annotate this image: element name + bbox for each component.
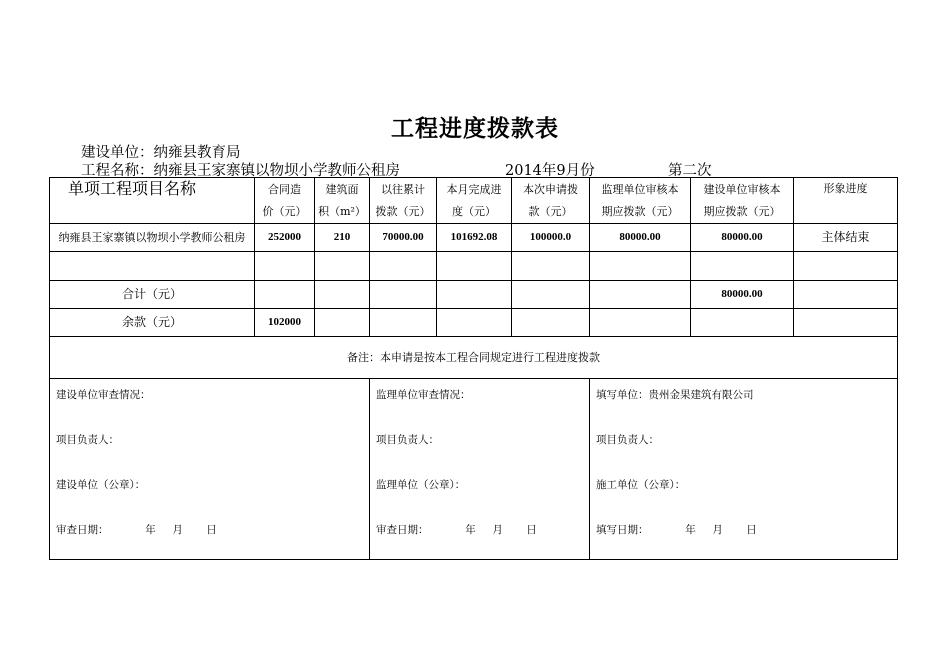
total-owner-approved: 80000.00 <box>691 281 794 309</box>
owner-seal-label: 建设单位（公章）： <box>56 479 146 491</box>
owner-signature-block <box>50 379 370 560</box>
supervisor-seal-label: 监理单位（公章）： <box>376 479 466 491</box>
header-image-progress: 形象进度 <box>794 178 898 224</box>
row-current-request: 100000.0 <box>512 224 590 252</box>
row-image-progress: 主体结束 <box>794 224 898 252</box>
contractor-date-label: 填写日期： 年 月 日 <box>596 524 757 536</box>
month-label: 2014年9月份 <box>505 163 595 179</box>
builder-line: 建设单位：纳雍县教育局 <box>81 145 241 161</box>
owner-review-label: 建设单位审查情况： <box>56 389 151 401</box>
row-area: 210 <box>315 224 370 252</box>
contractor-seal-label: 施工单位（公章）： <box>596 479 686 491</box>
row-supervisor-approved: 80000.00 <box>590 224 691 252</box>
header-prev-total: 以往累计 拨款（元） <box>370 178 437 224</box>
row-name: 纳雍县王家寨镇以物坝小学教师公租房 <box>50 224 255 252</box>
note-row <box>50 337 898 379</box>
header-row <box>50 178 898 224</box>
owner-date-label: 审查日期： 年 月 日 <box>56 524 217 536</box>
note-text: 备注：本申请是按本工程合同规定进行工程进度拨款 <box>50 337 898 379</box>
supervisor-review-label: 监理单位审查情况： <box>376 389 471 401</box>
supervisor-signature-block <box>370 379 590 560</box>
header-item-name: 单项工程项目名称 <box>50 178 255 224</box>
header-owner-approved: 建设单位审核本 期应拨款（元） <box>691 178 794 224</box>
row-owner-approved: 80000.00 <box>691 224 794 252</box>
header-current-request: 本次申请拨 款（元） <box>512 178 590 224</box>
signature-row <box>50 379 898 560</box>
header-contract-price: 合同造 价（元） <box>255 178 315 224</box>
empty-row <box>50 252 898 281</box>
row-month-progress: 101692.08 <box>437 224 512 252</box>
balance-value: 102000 <box>255 309 315 337</box>
progress-payment-table <box>49 177 898 560</box>
project-line: 工程名称：纳雍县王家寨镇以物坝小学教师公租房 <box>81 163 400 179</box>
total-label: 合计（元） <box>50 281 255 309</box>
row-prev-total: 70000.00 <box>370 224 437 252</box>
header-area: 建筑面 积（m²） <box>315 178 370 224</box>
balance-row <box>50 309 898 337</box>
header-month-progress: 本月完成进 度（元） <box>437 178 512 224</box>
contractor-manager-label: 项目负责人： <box>596 434 659 446</box>
total-row <box>50 281 898 309</box>
balance-label: 余款（元） <box>50 309 255 337</box>
sequence-label: 第二次 <box>668 163 712 179</box>
owner-manager-label: 项目负责人： <box>56 434 119 446</box>
contractor-review-label: 填写单位：贵州金果建筑有限公司 <box>596 389 754 401</box>
supervisor-manager-label: 项目负责人： <box>376 434 439 446</box>
contractor-signature-block <box>590 379 898 560</box>
row-contract-price: 252000 <box>255 224 315 252</box>
document-title: 工程进度拨款表 <box>391 116 559 142</box>
supervisor-date-label: 审查日期： 年 月 日 <box>376 524 537 536</box>
table-row <box>50 224 898 252</box>
header-supervisor-approved: 监理单位审核本 期应拨款（元） <box>590 178 691 224</box>
